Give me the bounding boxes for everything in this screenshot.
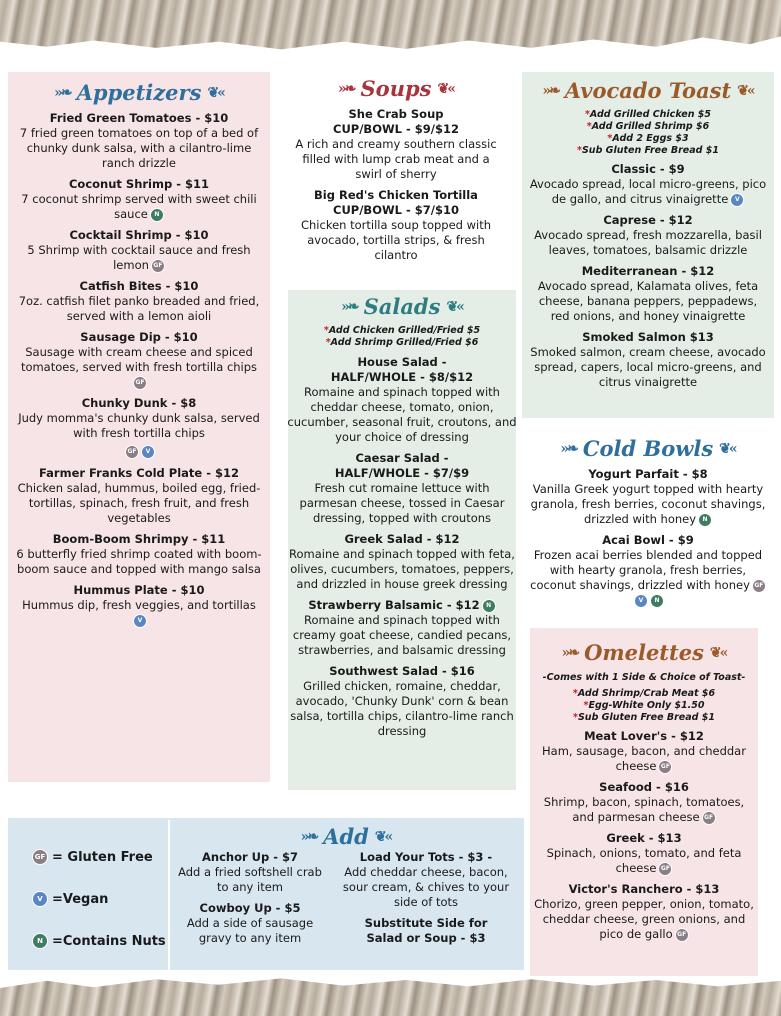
legend-vegan: V =Vegan bbox=[30, 878, 166, 920]
menu-item: Caprese - $12 Avocado spread, fresh mozzarella, basil leaves, tomatoes, balsamic drizzle bbox=[534, 213, 762, 257]
sprig-icon: ❦« bbox=[207, 84, 224, 101]
sprig-icon: »❧ bbox=[560, 440, 577, 457]
menu-item: Catfish Bites - $10 7oz. catfish filet panko breaded and fried, served with a lemon aioli bbox=[18, 279, 260, 323]
vegan-icon: V bbox=[133, 614, 147, 628]
gluten-free-icon: GF bbox=[125, 445, 139, 459]
menu-item: Southwest Salad - $16 Grilled chicken, romaine, cheddar, avocado, 'Chunky Dunk' corn & bean salsa, tortilla chips, cilantro-lime ranch dressing bbox=[290, 664, 514, 738]
menu-item: Load Your Tots - $3 - Add cheddar cheese, bacon, sour cream, & chives to your side of tots bbox=[342, 850, 510, 909]
menu-item: Cocktail Shrimp - $10 5 Shrimp with cocktail sauce and fresh lemon GF bbox=[27, 228, 251, 272]
gluten-free-icon: GF bbox=[752, 579, 766, 593]
omelettes-section: »❧ Omelettes ❦« -Comes with 1 Side & Choice of Toast- *Add Shrimp/Crab Meat $6 *Egg-White Only $1.50 *Sub Gluten Free Bread $1 Meat Lover's - $12 Ham, sausage, bacon, and cheddar cheese GF Seafood - $16 Shrimp, bacon, spinach, tomatoes, and parmesan cheese GF Greek - $13 Spinach, onions, tomato, and feta cheese GF Victor's Ranchero - $13 Chorizo, green pepper, onion, tomato, cheddar cheese, green onions, and pico de gallo GF bbox=[532, 640, 756, 948]
menu-item: Strawberry Balsamic - $12 N Romaine and spinach topped with creamy goat cheese, candied pecans, strawberries, and balsamic dressing bbox=[292, 598, 512, 657]
soups-section bbox=[290, 76, 502, 269]
gluten-free-icon: GF bbox=[151, 259, 165, 273]
menu-item: Farmer Franks Cold Plate - $12 Chicken salad, hummus, boiled egg, fried-tortillas, spinach, fresh fruit, and fresh vegetables bbox=[17, 466, 261, 525]
vegan-icon: V bbox=[730, 193, 744, 207]
appetizers-heading: »❧ Appetizers ❦« bbox=[54, 80, 224, 105]
menu-item: Big Red's Chicken Tortilla CUP/BOWL - $7/$10 Chicken tortilla soup topped with avocado, tortilla strips, & fresh cilantro bbox=[300, 188, 492, 262]
menu-item: She Crab Soup CUP/BOWL - $9/$12 A rich and creamy southern classic filled with lump crab meat and a swirl of sherry bbox=[295, 107, 497, 181]
menu-item: Acai Bowl - $9 Frozen acai berries blended and topped with hearty granola, fresh berries, coconut shavings, drizzled with honey GFV N bbox=[528, 533, 768, 608]
menu-item: Seafood - $16 Shrimp, bacon, spinach, tomatoes, and parmesan cheese GF bbox=[543, 780, 745, 824]
legend-contains-nuts: N =Contains Nuts bbox=[30, 920, 166, 962]
soups-heading: »❧ Soups ❦« bbox=[338, 76, 454, 101]
menu-item: Meat Lover's - $12 Ham, sausage, bacon, and cheddar cheese GF bbox=[542, 729, 746, 773]
sprig-icon: ❦« bbox=[709, 644, 727, 661]
add-divider bbox=[168, 820, 170, 970]
contains-nuts-icon: N bbox=[32, 933, 48, 949]
vegan-icon: V bbox=[32, 891, 48, 907]
avocado-heading: »❧ Avocado Toast ❦« bbox=[542, 78, 754, 103]
contains-nuts-icon: N bbox=[650, 594, 664, 608]
sprig-icon: »❧ bbox=[542, 82, 559, 99]
menu-item: Hummus Plate - $10 Hummus dip, fresh veggies, and tortillasV bbox=[16, 583, 262, 628]
vegan-icon: V bbox=[141, 445, 155, 459]
vegan-icon: V bbox=[634, 594, 648, 608]
salads-section: »❧ Salads ❦« *Add Chicken Grilled/Fried $5 *Add Shrimp Grilled/Fried $6 House Salad - HALF/WHOLE - $8/$12 Romaine and spinach topped with cheddar cheese, tomato, onion, cucumber, seasonal fruit, croutons, and your choice of dressing Caesar Salad - HALF/WHOLE - $7/$9 Fresh cut romaine lettuce with parmesan cheese, tossed in Caesar dressing, topped with croutons Greek Salad - $12 Romaine and spinach topped with feta, olives, cucumbers, tomatoes, peppers, and drizzled in house greek dressing Strawberry Balsamic - $12 N Romaine and spinach topped with creamy goat cheese, candied pecans, strawberries, and balsamic dressing Southwest Salad - $16 Grilled chicken, romaine, cheddar, avocado, 'Chunky Dunk' corn & bean salsa, tortilla chips, cilantro-lime ranch dressing bbox=[284, 294, 520, 745]
gluten-free-icon: GF bbox=[133, 376, 147, 390]
menu-item: Sausage Dip - $10 Sausage with cream cheese and spiced tomatoes, served with fresh tortilla chipsGF bbox=[16, 330, 262, 390]
menu-item: Greek Salad - $12 Romaine and spinach topped with feta, olives, cucumbers, tomatoes, peppers, and drizzled in house greek dressing bbox=[289, 532, 515, 591]
gluten-free-icon: GF bbox=[658, 760, 672, 774]
menu-item: Chunky Dunk - $8 Judy momma's chunky dunk salsa, served with fresh tortilla chips GF V bbox=[16, 396, 262, 460]
sprig-icon: »❧ bbox=[341, 298, 358, 315]
cold-bowls-section bbox=[528, 436, 768, 614]
sprig-icon: »❧ bbox=[300, 828, 318, 845]
omelettes-heading: »❧ Omelettes ❦« bbox=[561, 640, 727, 665]
contains-nuts-icon: N bbox=[482, 599, 496, 613]
sprig-icon: »❧ bbox=[338, 80, 355, 97]
wood-border-top bbox=[0, 0, 781, 52]
sprig-icon: »❧ bbox=[54, 84, 71, 101]
menu-item: Classic - $9 Avocado spread, local micro-greens, pico de gallo, and citrus vinaigrette V bbox=[529, 162, 767, 206]
menu-item: Greek - $13 Spinach, onions, tomato, and feta cheese GF bbox=[546, 831, 742, 875]
sprig-icon: ❦« bbox=[437, 80, 454, 97]
wood-border-bottom bbox=[0, 976, 781, 1016]
menu-item: Cowboy Up - $5 Add a side of sausage gravy to any item bbox=[186, 901, 314, 945]
sprig-icon: ❦« bbox=[374, 828, 392, 845]
menu-item: Smoked Salmon $13 Smoked salmon, cream cheese, avocado spread, capers, local micro-greens, and citrus vinaigrette bbox=[530, 330, 766, 389]
dietary-legend bbox=[30, 836, 166, 962]
menu-item: Mediterranean - $12 Avocado spread, Kalamata olives, feta cheese, banana peppers, peppadews, red onions, and honey vinaigrette bbox=[537, 264, 759, 323]
menu-item: Fried Green Tomatoes - $10 7 fried green tomatoes on top of a bed of chunky dunk salsa, with a cilantro-lime ranch drizzle bbox=[19, 111, 259, 170]
gluten-free-icon: GF bbox=[702, 811, 716, 825]
menu-item: House Salad - HALF/WHOLE - $8/$12 Romaine and spinach topped with cheddar cheese, tomato, onion, cucumber, seasonal fruit, croutons, and your choice of dressing bbox=[287, 355, 517, 444]
menu-item: Anchor Up - $7 Add a fried softshell crab to any item bbox=[178, 850, 322, 894]
menu-item: Substitute Side for Salad or Soup - $3 bbox=[364, 916, 488, 945]
menu-item: Coconut Shrimp - $11 7 coconut shrimp served with sweet chili sauce N bbox=[21, 177, 257, 221]
gluten-free-icon: GF bbox=[675, 928, 689, 942]
sprig-icon: »❧ bbox=[561, 644, 579, 661]
sprig-icon: ❦« bbox=[446, 298, 463, 315]
menu-item: Victor's Ranchero - $13 Chorizo, green pepper, onion, tomato, cheddar cheese, green onions, and pico de gallo GF bbox=[534, 882, 754, 941]
contains-nuts-icon: N bbox=[698, 513, 712, 527]
menu-item: Yogurt Parfait - $8 Vanilla Greek yogurt topped with hearty granola, fresh berries, coconut shavings, drizzled with honey N bbox=[530, 467, 766, 526]
cold-bowls-heading: »❧ Cold Bowls ❦« bbox=[560, 436, 736, 461]
add-heading: »❧ Add ❦« bbox=[300, 824, 392, 849]
sprig-icon: ❦« bbox=[719, 440, 736, 457]
menu-item: Boom-Boom Shrimpy - $11 6 butterfly fried shrimp coated with boom-boom sauce and topped with mango salsa bbox=[16, 532, 262, 576]
add-col-right bbox=[336, 850, 516, 952]
gluten-free-icon: GF bbox=[658, 862, 672, 876]
contains-nuts-icon: N bbox=[150, 208, 164, 222]
add-col-left bbox=[172, 850, 328, 952]
add-heading-wrap bbox=[176, 824, 516, 849]
salads-heading: »❧ Salads ❦« bbox=[341, 294, 463, 319]
gluten-free-icon: GF bbox=[32, 849, 48, 865]
legend-gluten-free: GF = Gluten Free bbox=[30, 836, 166, 878]
avocado-section: »❧ Avocado Toast ❦« *Add Grilled Chicken $5 *Add Grilled Shrimp $6 *Add 2 Eggs $3 *Sub Gluten Free Bread $1 Classic - $9 Avocado spread, local micro-greens, pico de gallo, and citrus vinaigrette V Caprese - $12 Avocado spread, fresh mozzarella, basil leaves, tomatoes, balsamic drizzle Mediterranean - $12 Avocado spread, Kalamata olives, feta cheese, banana peppers, peppadews, red onions, and honey vinaigrette Smoked Salmon $13 Smoked salmon, cream cheese, avocado spread, capers, local micro-greens, and citrus vinaigrette bbox=[529, 78, 767, 389]
sprig-icon: ❦« bbox=[737, 82, 754, 99]
appetizers-section bbox=[16, 80, 262, 634]
menu-item: Caesar Salad - HALF/WHOLE - $7/$9 Fresh cut romaine lettuce with parmesan cheese, tossed in Caesar dressing, topped with croutons bbox=[299, 451, 505, 525]
